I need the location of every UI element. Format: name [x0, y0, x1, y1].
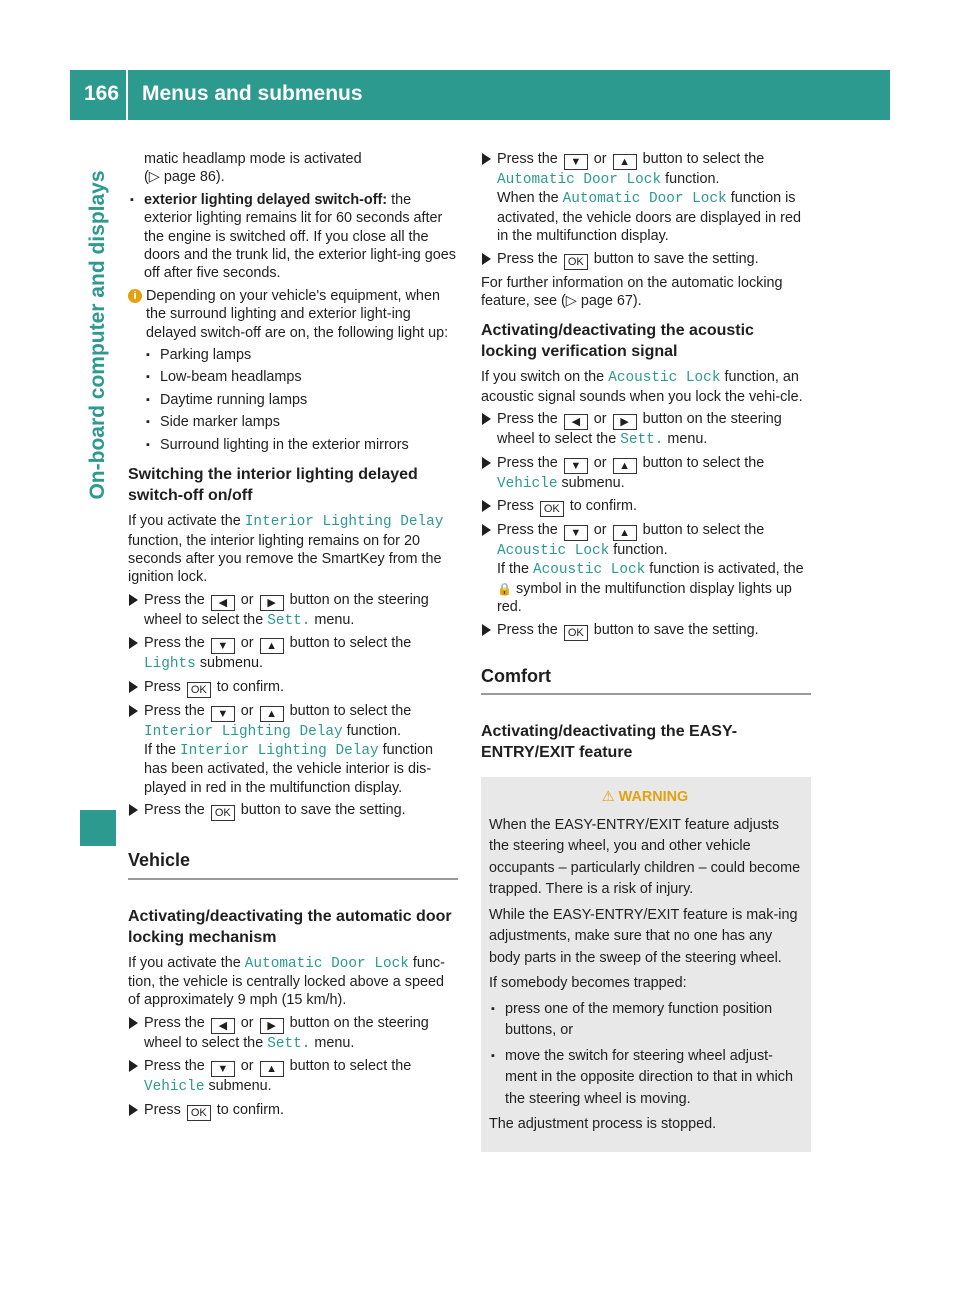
step-arrow-icon	[129, 705, 138, 717]
step-arrow-icon	[129, 594, 138, 606]
up-key-icon: ▲	[260, 638, 284, 654]
ok-key-icon: OK	[564, 254, 588, 270]
step-arrow-icon	[482, 500, 491, 512]
up-key-icon: ▲	[613, 154, 637, 170]
step-arrow-icon	[482, 153, 491, 165]
down-key-icon: ▼	[211, 638, 235, 654]
section-heading: Switching the interior lighting delayed switch-off on/off	[128, 466, 418, 505]
left-column	[128, 150, 458, 1125]
instruction-step: Press the ▼ or ▲ button to select the Interior Lighting Delay function. If the Interior Lighting Delay function has been activated, the vehicle interior is dis-played in red in the multifunction display.	[128, 702, 458, 798]
ok-key-icon: OK	[540, 501, 564, 517]
step-arrow-icon	[129, 681, 138, 693]
chapter-label: On-board computer and displays	[86, 170, 109, 500]
info-icon: i	[128, 289, 142, 303]
paragraph: If you activate the Interior Lighting Delay function, the interior lighting remains on for 20 seconds after you remove the SmartKey from the ignition lock.	[128, 513, 444, 586]
instruction-step: Press the ◀ or ▶ button on the steering wheel to select the Sett. menu.	[481, 410, 811, 449]
up-key-icon: ▲	[613, 525, 637, 541]
instruction-step: Press the ◀ or ▶ button on the steering wheel to select the Sett. menu.	[128, 1014, 458, 1053]
instruction-step: Press OK to confirm.	[128, 678, 458, 698]
section-heading: Comfort	[481, 667, 811, 695]
down-key-icon: ▼	[564, 154, 588, 170]
warning-box	[481, 777, 811, 1152]
step-arrow-icon	[129, 804, 138, 816]
paragraph: If you activate the Automatic Door Lock func-tion, the vehicle is centrally locked above a speed of approximately 9 mph (15 km/h).	[128, 954, 445, 1009]
paragraph: If you switch on the Acoustic Lock function, an acoustic signal sounds when you lock the vehi-cle.	[481, 369, 803, 405]
info-note: i Depending on your vehicle's equipment, when the surround lighting and exterior light-ing delayed switch-off are on, the following light up:	[128, 287, 458, 342]
down-key-icon: ▼	[564, 458, 588, 474]
up-key-icon: ▲	[613, 458, 637, 474]
right-key-icon: ▶	[260, 1018, 284, 1034]
warning-text: While the EASY-ENTRY/EXIT feature is mak-ing adjustments, make sure that no one has any body parts in the sweep of the steering wheel.	[489, 906, 798, 966]
instruction-step: Press the ▼ or ▲ button to select the Automatic Door Lock function. When the Automatic Door Lock function is activated, the vehicle doors are displayed in red in the multifunction display.	[481, 150, 811, 246]
intro-text: matic headlamp mode is activated (▷ page 86).	[144, 151, 362, 186]
warning-title: ⚠ WARNING	[601, 789, 689, 806]
list-item: ▪ Surround lighting in the exterior mirrors	[146, 436, 409, 453]
down-key-icon: ▼	[211, 706, 235, 722]
step-arrow-icon	[482, 524, 491, 536]
page-number: 166	[84, 82, 120, 105]
section-heading: Activating/deactivating the automatic door locking mechanism	[128, 907, 452, 946]
down-key-icon: ▼	[211, 1061, 235, 1077]
right-key-icon: ▶	[613, 414, 637, 430]
up-key-icon: ▲	[260, 706, 284, 722]
list-item: ▪ exterior lighting delayed switch-off: the exterior lighting remains lit for 60 seconds after the engine is switched off. If you close all the doors and the trunk lid, the exterior light-ing goes off after five seconds.	[130, 191, 456, 282]
bullet-icon: ▪	[146, 416, 150, 429]
ok-key-icon: OK	[211, 805, 235, 821]
instruction-step: Press the OK button to save the setting.	[128, 801, 458, 821]
right-key-icon: ▶	[260, 595, 284, 611]
left-key-icon: ◀	[564, 414, 588, 430]
instruction-step: Press OK to confirm.	[128, 1101, 458, 1121]
instruction-step: Press the ▼ or ▲ button to select the Lights submenu.	[128, 634, 458, 673]
step-arrow-icon	[482, 413, 491, 425]
list-item: ▪ move the switch for steering wheel adjust-ment in the opposite direction to that in which the steering wheel is moving.	[491, 1047, 793, 1107]
bullet-icon: ▪	[146, 349, 150, 362]
page-title: Menus and submenus	[142, 82, 363, 105]
list-item: ▪ Low-beam headlamps	[146, 369, 302, 386]
step-arrow-icon	[129, 1017, 138, 1029]
step-arrow-icon	[482, 253, 491, 265]
step-arrow-icon	[129, 1060, 138, 1072]
list-item: ▪ Side marker lamps	[146, 414, 280, 431]
list-item: ▪ press one of the memory function position buttons, or	[491, 1000, 773, 1039]
step-arrow-icon	[129, 1104, 138, 1116]
section-heading: Activating/deactivating the EASY-ENTRY/EXIT feature	[481, 723, 738, 762]
bullet-icon: ▪	[146, 371, 150, 384]
warning-icon: ⚠	[601, 789, 615, 806]
bullet-icon: ▪	[130, 193, 134, 206]
down-key-icon: ▼	[564, 525, 588, 541]
up-key-icon: ▲	[260, 1061, 284, 1077]
page-header	[70, 70, 890, 120]
ok-key-icon: OK	[187, 682, 211, 698]
step-arrow-icon	[129, 637, 138, 649]
instruction-step: Press the ▼ or ▲ button to select the Acoustic Lock function. If the Acoustic Lock function is activated, the 🔒 symbol in the multifunction display lights up red.	[481, 521, 811, 617]
bullet-icon: ▪	[491, 1002, 495, 1015]
instruction-step: Press the ▼ or ▲ button to select the Vehicle submenu.	[481, 454, 811, 493]
step-arrow-icon	[482, 624, 491, 636]
instruction-step: Press OK to confirm.	[481, 497, 811, 517]
list-item: ▪ Parking lamps	[146, 347, 252, 364]
instruction-step: Press the OK button to save the setting.	[481, 621, 811, 641]
instruction-step: Press the ▼ or ▲ button to select the Vehicle submenu.	[128, 1057, 458, 1096]
section-heading: Activating/deactivating the acoustic locking verification signal	[481, 322, 754, 361]
warning-text: When the EASY-ENTRY/EXIT feature adjusts the steering wheel, you and other vehicle occupants – particularly children – could become trapped. There is a risk of injury.	[489, 816, 801, 898]
bullet-icon: ▪	[491, 1049, 495, 1062]
left-key-icon: ◀	[211, 595, 235, 611]
ok-key-icon: OK	[187, 1105, 211, 1121]
section-heading: Vehicle	[128, 851, 458, 879]
instruction-step: Press the OK button to save the setting.	[481, 250, 811, 270]
list-item: ▪ Daytime running lamps	[146, 391, 308, 408]
header-divider	[126, 70, 128, 120]
paragraph: For further information on the automatic locking feature, see (▷ page 67).	[481, 274, 783, 310]
right-column	[481, 150, 811, 1152]
instruction-step: Press the ◀ or ▶ button on the steering wheel to select the Sett. menu.	[128, 591, 458, 630]
step-arrow-icon	[482, 457, 491, 469]
ok-key-icon: OK	[564, 625, 588, 641]
chapter-marker	[80, 810, 116, 846]
bullet-icon: ▪	[146, 438, 150, 451]
warning-text: If somebody becomes trapped:	[489, 975, 687, 992]
bullet-icon: ▪	[146, 393, 150, 406]
lock-icon: 🔒	[497, 581, 512, 596]
left-key-icon: ◀	[211, 1018, 235, 1034]
warning-text: The adjustment process is stopped.	[489, 1116, 717, 1133]
chapter-sidebar	[70, 120, 126, 1212]
